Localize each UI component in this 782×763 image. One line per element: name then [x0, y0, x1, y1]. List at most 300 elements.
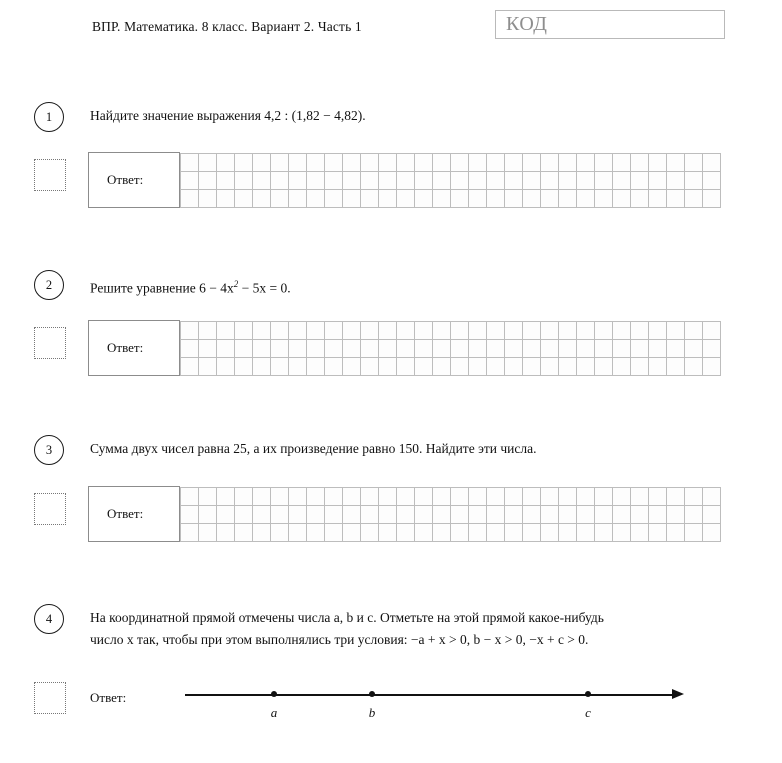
answer-grid-cell[interactable] [631, 172, 649, 190]
answer-grid-cell[interactable] [343, 172, 361, 190]
answer-grid-cell[interactable] [253, 322, 271, 340]
answer-grid-cell[interactable] [541, 358, 559, 376]
answer-grid-cell[interactable] [487, 322, 505, 340]
answer-grid-cell[interactable] [469, 154, 487, 172]
answer-grid-cell[interactable] [289, 488, 307, 506]
answer-grid-cell[interactable] [361, 524, 379, 542]
answer-grid-cell[interactable] [235, 506, 253, 524]
answer-grid-cell[interactable] [235, 340, 253, 358]
number-line-diagram[interactable] [185, 672, 695, 722]
answer-grid-cell[interactable] [685, 154, 703, 172]
answer-grid-cell[interactable] [469, 340, 487, 358]
answer-grid-cell[interactable] [433, 190, 451, 208]
answer-grid-cell[interactable] [559, 172, 577, 190]
answer-grid-cell[interactable] [685, 506, 703, 524]
answer-grid-cell[interactable] [325, 172, 343, 190]
answer-grid-cell[interactable] [595, 154, 613, 172]
answer-grid-cell[interactable] [181, 488, 199, 506]
answer-grid-cell[interactable] [289, 506, 307, 524]
code-placeholder-label: КОД [506, 13, 548, 35]
answer-grid-cell[interactable] [235, 190, 253, 208]
answer-grid-cell[interactable] [613, 322, 631, 340]
answer-grid-cell[interactable] [181, 154, 199, 172]
answer-grid-cell[interactable] [361, 506, 379, 524]
answer-grid-cell[interactable] [451, 506, 469, 524]
answer-grid-cell[interactable] [307, 322, 325, 340]
answer-grid-cell[interactable] [289, 524, 307, 542]
answer-grid-cell[interactable] [271, 358, 289, 376]
answer-grid-cell[interactable] [667, 524, 685, 542]
answer-grid-cell[interactable] [235, 488, 253, 506]
answer-grid-cell[interactable] [199, 524, 217, 542]
answer-grid-cell[interactable] [559, 524, 577, 542]
answer-grid-cell[interactable] [415, 358, 433, 376]
answer-grid-cell[interactable] [703, 524, 721, 542]
answer-grid-cell[interactable] [181, 190, 199, 208]
answer-grid-cell[interactable] [433, 340, 451, 358]
answer-grid-cell[interactable] [469, 172, 487, 190]
answer-grid-cell[interactable] [415, 172, 433, 190]
answer-grid-cell[interactable] [613, 524, 631, 542]
answer-grid-cell[interactable] [253, 190, 271, 208]
answer-grid-cell[interactable] [397, 358, 415, 376]
answer-grid-cell[interactable] [703, 506, 721, 524]
answer-grid-cell[interactable] [379, 358, 397, 376]
answer-grid-cell[interactable] [523, 506, 541, 524]
answer-grid-cell[interactable] [397, 340, 415, 358]
answer-grid-cell[interactable] [505, 488, 523, 506]
answer-label: Ответ: [107, 506, 144, 521]
answer-grid-cell[interactable] [505, 172, 523, 190]
answer-grid-cell[interactable] [361, 154, 379, 172]
answer-grid-cell[interactable] [253, 358, 271, 376]
answer-grid-cell[interactable] [289, 172, 307, 190]
number-line-axis [185, 694, 675, 696]
answer-grid-cell[interactable] [217, 524, 235, 542]
answer-grid-cell[interactable] [433, 524, 451, 542]
answer-grid-cell[interactable] [559, 190, 577, 208]
answer-grid-cell[interactable] [541, 488, 559, 506]
answer-grid-cell[interactable] [505, 506, 523, 524]
answer-grid-cell[interactable] [433, 172, 451, 190]
answer-grid-cell[interactable] [649, 322, 667, 340]
answer-grid-cell[interactable] [433, 358, 451, 376]
answer-grid-cell[interactable] [271, 506, 289, 524]
answer-grid-cell[interactable] [559, 340, 577, 358]
answer-label-cell [88, 320, 180, 376]
answer-grid-cell[interactable] [397, 488, 415, 506]
answer-grid-cell[interactable] [505, 190, 523, 208]
answer-grid-cell[interactable] [415, 340, 433, 358]
answer-grid-cell[interactable] [541, 172, 559, 190]
answer-grid-cell[interactable] [703, 322, 721, 340]
answer-grid-cell[interactable] [289, 154, 307, 172]
answer-grid-cell[interactable] [649, 340, 667, 358]
answer-grid-cell[interactable] [271, 172, 289, 190]
answer-grid-cell[interactable] [595, 172, 613, 190]
answer-grid-cell[interactable] [199, 172, 217, 190]
answer-grid-cell[interactable] [685, 488, 703, 506]
answer-grid-cell[interactable] [649, 488, 667, 506]
answer-grid-cell[interactable] [343, 340, 361, 358]
answer-grid-cell[interactable] [541, 322, 559, 340]
answer-grid-cell[interactable] [451, 488, 469, 506]
answer-grid-cell[interactable] [559, 488, 577, 506]
answer-grid-cell[interactable] [631, 190, 649, 208]
answer-grid-cell[interactable] [325, 322, 343, 340]
answer-grid-cell[interactable] [253, 154, 271, 172]
answer-grid-cell[interactable] [649, 358, 667, 376]
answer-grid-cell[interactable] [577, 524, 595, 542]
answer-grid-cell[interactable] [595, 506, 613, 524]
answer-grid-cell[interactable] [361, 172, 379, 190]
answer-grid-cell[interactable] [631, 322, 649, 340]
answer-grid-cell[interactable] [685, 340, 703, 358]
answer-grid-cell[interactable] [469, 190, 487, 208]
answer-grid-cell[interactable] [613, 172, 631, 190]
answer-grid-cell[interactable] [595, 340, 613, 358]
answer-grid-cell[interactable] [451, 190, 469, 208]
answer-grid-cell[interactable] [199, 154, 217, 172]
answer-grid-cell[interactable] [613, 506, 631, 524]
answer-grid-cell[interactable] [523, 154, 541, 172]
answer-grid-cell[interactable] [271, 488, 289, 506]
answer-grid-cell[interactable] [667, 154, 685, 172]
score-box-task-3[interactable] [34, 493, 66, 525]
answer-grid-cell[interactable] [487, 340, 505, 358]
answer-grid-cell[interactable] [649, 154, 667, 172]
answer-grid-cell[interactable] [217, 488, 235, 506]
answer-grid-cell[interactable] [487, 506, 505, 524]
answer-grid-cell[interactable] [415, 190, 433, 208]
answer-grid-cell[interactable] [325, 488, 343, 506]
answer-grid-cell[interactable] [631, 524, 649, 542]
answer-grid-cell[interactable] [541, 340, 559, 358]
number-line-point-b [369, 691, 375, 697]
answer-grid-cell[interactable] [559, 322, 577, 340]
answer-grid-cell[interactable] [343, 524, 361, 542]
answer-grid-cell[interactable] [181, 340, 199, 358]
answer-grid-cell[interactable] [577, 154, 595, 172]
answer-grid-cell[interactable] [685, 358, 703, 376]
answer-grid-cell[interactable] [703, 340, 721, 358]
answer-grid-cell[interactable] [217, 506, 235, 524]
answer-grid-cell[interactable] [451, 322, 469, 340]
answer-grid-cell[interactable] [235, 172, 253, 190]
answer-grid-cell[interactable] [613, 190, 631, 208]
answer-grid-cell[interactable] [181, 358, 199, 376]
task-statement [90, 273, 740, 300]
answer-grid-cell[interactable] [181, 524, 199, 542]
answer-grid-cell[interactable] [487, 358, 505, 376]
answer-grid-cell[interactable] [595, 322, 613, 340]
answer-grid-cell[interactable] [541, 154, 559, 172]
answer-grid-cell[interactable] [271, 154, 289, 172]
answer-grid-cell[interactable] [307, 340, 325, 358]
answer-grid-cell[interactable] [523, 358, 541, 376]
answer-grid-cell[interactable] [469, 488, 487, 506]
answer-grid-cell[interactable] [451, 358, 469, 376]
answer-grid-cell[interactable] [559, 358, 577, 376]
answer-grid-cell[interactable] [379, 524, 397, 542]
number-line-label-c: c [585, 705, 591, 720]
answer-grid-cell[interactable] [397, 190, 415, 208]
answer-grid-cell[interactable] [253, 524, 271, 542]
code-input-box[interactable] [495, 10, 725, 39]
exponent: 2 [233, 279, 239, 289]
answer-grid-cell[interactable] [613, 340, 631, 358]
answer-grid-cell[interactable] [199, 322, 217, 340]
answer-grid-cell[interactable] [577, 340, 595, 358]
answer-grid-cell[interactable] [703, 172, 721, 190]
number-line-label-b: b [368, 705, 376, 720]
answer-grid-cell[interactable] [577, 172, 595, 190]
answer-grid-cell[interactable] [451, 172, 469, 190]
answer-grid-cell[interactable] [379, 488, 397, 506]
task-statement-line-1: На координатной прямой отмечены числа a, b и c. Отметьте на этой прямой какое-нибудь [90, 610, 604, 625]
answer-grid-cell[interactable] [253, 506, 271, 524]
number-line-label-a: a [270, 705, 278, 720]
answer-grid-cell[interactable] [487, 154, 505, 172]
answer-grid-cell[interactable] [325, 506, 343, 524]
answer-label-cell [88, 152, 180, 208]
answer-grid-cell[interactable] [325, 358, 343, 376]
answer-grid-cell[interactable] [649, 524, 667, 542]
answer-grid-cell[interactable] [181, 506, 199, 524]
answer-grid-cell[interactable] [541, 190, 559, 208]
answer-grid-cell[interactable] [379, 506, 397, 524]
answer-grid-cell[interactable] [325, 340, 343, 358]
answer-grid-cell[interactable] [415, 506, 433, 524]
answer-grid-cell[interactable] [703, 190, 721, 208]
answer-grid-cell[interactable] [559, 506, 577, 524]
answer-grid-cell[interactable] [217, 322, 235, 340]
answer-grid-cell[interactable] [397, 322, 415, 340]
answer-grid-cell[interactable] [343, 154, 361, 172]
answer-grid-cell[interactable] [415, 488, 433, 506]
answer-grid-cell[interactable] [469, 322, 487, 340]
task-number-badge: 3 [34, 435, 64, 465]
answer-grid-cell[interactable] [415, 154, 433, 172]
answer-grid-cell[interactable] [541, 524, 559, 542]
answer-grid-cell[interactable] [451, 524, 469, 542]
answer-grid-cell[interactable] [379, 172, 397, 190]
answer-grid-cell[interactable] [199, 506, 217, 524]
answer-grid-cell[interactable] [433, 506, 451, 524]
answer-grid-cell[interactable] [397, 506, 415, 524]
answer-grid-cell[interactable] [577, 506, 595, 524]
answer-grid-cell[interactable] [307, 154, 325, 172]
answer-grid-cell[interactable] [451, 154, 469, 172]
answer-grid-cell[interactable] [487, 488, 505, 506]
answer-grid-cell[interactable] [415, 322, 433, 340]
answer-grid-cell[interactable] [667, 340, 685, 358]
answer-grid-cell[interactable] [595, 190, 613, 208]
page-title: ВПР. Математика. 8 класс. Вариант 2. Часть 1 [92, 19, 362, 34]
answer-grid-cell[interactable] [505, 524, 523, 542]
answer-grid-cell[interactable] [253, 340, 271, 358]
answer-grid-cell[interactable] [523, 524, 541, 542]
answer-grid-cell[interactable] [217, 190, 235, 208]
answer-grid-cell[interactable] [685, 190, 703, 208]
answer-grid-cell[interactable] [217, 340, 235, 358]
answer-grid-cell[interactable] [649, 172, 667, 190]
answer-grid-cell[interactable] [397, 524, 415, 542]
answer-grid-cell[interactable] [667, 506, 685, 524]
answer-grid-cell[interactable] [253, 488, 271, 506]
answer-grid-cell[interactable] [307, 172, 325, 190]
answer-grid-cell[interactable] [379, 154, 397, 172]
answer-grid-cell[interactable] [361, 190, 379, 208]
answer-grid-task-3[interactable] [180, 487, 721, 542]
answer-grid-cell[interactable] [613, 488, 631, 506]
answer-grid-cell[interactable] [469, 506, 487, 524]
answer-grid-task-2[interactable] [180, 321, 721, 376]
answer-grid-cell[interactable] [307, 524, 325, 542]
answer-grid-cell[interactable] [235, 322, 253, 340]
answer-grid-cell[interactable] [271, 322, 289, 340]
answer-grid-cell[interactable] [631, 506, 649, 524]
answer-grid-cell[interactable] [595, 524, 613, 542]
answer-grid-cell[interactable] [631, 488, 649, 506]
answer-grid-cell[interactable] [397, 172, 415, 190]
answer-grid-cell[interactable] [379, 340, 397, 358]
answer-grid-cell[interactable] [343, 322, 361, 340]
answer-grid-cell[interactable] [289, 358, 307, 376]
answer-grid-cell[interactable] [181, 322, 199, 340]
answer-grid-cell[interactable] [271, 524, 289, 542]
answer-grid-cell[interactable] [649, 190, 667, 208]
score-box-task-2[interactable] [34, 327, 66, 359]
answer-grid-cell[interactable] [469, 524, 487, 542]
answer-grid-cell[interactable] [379, 322, 397, 340]
answer-grid-cell[interactable] [271, 190, 289, 208]
answer-label: Ответ: [107, 340, 144, 355]
answer-grid-cell[interactable] [199, 190, 217, 208]
answer-grid-cell[interactable] [217, 172, 235, 190]
answer-grid-cell[interactable] [523, 322, 541, 340]
answer-grid-cell[interactable] [289, 322, 307, 340]
answer-grid-cell[interactable] [703, 488, 721, 506]
answer-grid-cell[interactable] [703, 154, 721, 172]
answer-grid-cell[interactable] [361, 488, 379, 506]
answer-grid-cell[interactable] [433, 488, 451, 506]
answer-grid-cell[interactable] [505, 154, 523, 172]
answer-grid-cell[interactable] [415, 524, 433, 542]
answer-grid-cell[interactable] [631, 358, 649, 376]
answer-grid-cell[interactable] [649, 506, 667, 524]
answer-grid-cell[interactable] [307, 358, 325, 376]
answer-grid-cell[interactable] [325, 524, 343, 542]
answer-grid-cell[interactable] [541, 506, 559, 524]
answer-grid-cell[interactable] [667, 172, 685, 190]
answer-grid-cell[interactable] [613, 358, 631, 376]
answer-grid-cell[interactable] [523, 340, 541, 358]
answer-grid-cell[interactable] [235, 524, 253, 542]
answer-grid-cell[interactable] [217, 358, 235, 376]
number-line-point-a [271, 691, 277, 697]
answer-grid-cell[interactable] [433, 322, 451, 340]
answer-grid-cell[interactable] [523, 172, 541, 190]
answer-grid-task-1[interactable] [180, 153, 721, 208]
answer-grid-cell[interactable] [451, 340, 469, 358]
answer-grid-cell[interactable] [631, 154, 649, 172]
answer-grid-cell[interactable] [685, 322, 703, 340]
answer-grid-cell[interactable] [361, 358, 379, 376]
answer-grid-cell[interactable] [307, 488, 325, 506]
answer-grid-cell[interactable] [505, 322, 523, 340]
score-box-task-1[interactable] [34, 159, 66, 191]
answer-grid-cell[interactable] [289, 190, 307, 208]
answer-grid-cell[interactable] [361, 340, 379, 358]
answer-grid-cell[interactable] [613, 154, 631, 172]
answer-grid-cell[interactable] [487, 172, 505, 190]
answer-grid-cell[interactable] [343, 506, 361, 524]
answer-grid-cell[interactable] [271, 340, 289, 358]
answer-grid-cell[interactable] [685, 172, 703, 190]
answer-grid-cell[interactable] [523, 190, 541, 208]
answer-grid-cell[interactable] [199, 340, 217, 358]
answer-grid-cell[interactable] [595, 488, 613, 506]
answer-grid-cell[interactable] [235, 358, 253, 376]
answer-grid-cell[interactable] [379, 190, 397, 208]
answer-grid-cell[interactable] [577, 190, 595, 208]
answer-grid-cell[interactable] [667, 190, 685, 208]
answer-grid-cell[interactable] [505, 358, 523, 376]
answer-grid-cell[interactable] [577, 488, 595, 506]
answer-grid-cell[interactable] [667, 358, 685, 376]
answer-grid-cell[interactable] [469, 358, 487, 376]
answer-label-cell [88, 486, 180, 542]
answer-grid-cell[interactable] [523, 488, 541, 506]
answer-grid-cell[interactable] [361, 322, 379, 340]
answer-grid-cell[interactable] [631, 340, 649, 358]
task-statement: Найдите значение выражения 4,2 : (1,82 − 4,82). [90, 108, 366, 123]
answer-grid-cell[interactable] [559, 154, 577, 172]
answer-grid-cell[interactable] [289, 340, 307, 358]
answer-grid-cell[interactable] [325, 190, 343, 208]
score-box-task-4[interactable] [34, 682, 66, 714]
answer-grid-cell[interactable] [397, 154, 415, 172]
answer-grid-cell[interactable] [703, 358, 721, 376]
answer-grid-cell[interactable] [325, 154, 343, 172]
answer-grid-cell[interactable] [235, 154, 253, 172]
answer-grid-cell[interactable] [307, 190, 325, 208]
answer-grid-cell[interactable] [487, 190, 505, 208]
answer-grid-cell[interactable] [217, 154, 235, 172]
answer-grid-cell[interactable] [181, 172, 199, 190]
answer-grid-cell[interactable] [667, 322, 685, 340]
answer-grid-cell[interactable] [577, 322, 595, 340]
answer-grid-cell[interactable] [505, 340, 523, 358]
answer-grid-cell[interactable] [685, 524, 703, 542]
answer-grid-cell[interactable] [307, 506, 325, 524]
answer-grid-cell[interactable] [253, 172, 271, 190]
answer-grid-cell[interactable] [199, 358, 217, 376]
answer-grid-cell[interactable] [577, 358, 595, 376]
answer-grid-cell[interactable] [487, 524, 505, 542]
answer-grid-cell[interactable] [343, 190, 361, 208]
answer-grid-cell[interactable] [667, 488, 685, 506]
answer-grid-cell[interactable] [199, 488, 217, 506]
answer-grid-cell[interactable] [343, 488, 361, 506]
answer-grid-cell[interactable] [595, 358, 613, 376]
answer-grid-cell[interactable] [343, 358, 361, 376]
answer-grid-cell[interactable] [433, 154, 451, 172]
task-statement-part2: − 5x = 0. [238, 280, 291, 296]
task-statement: Сумма двух чисел равна 25, а их произведение равно 150. Найдите эти числа. [90, 441, 537, 456]
task-number-badge: 2 [34, 270, 64, 300]
